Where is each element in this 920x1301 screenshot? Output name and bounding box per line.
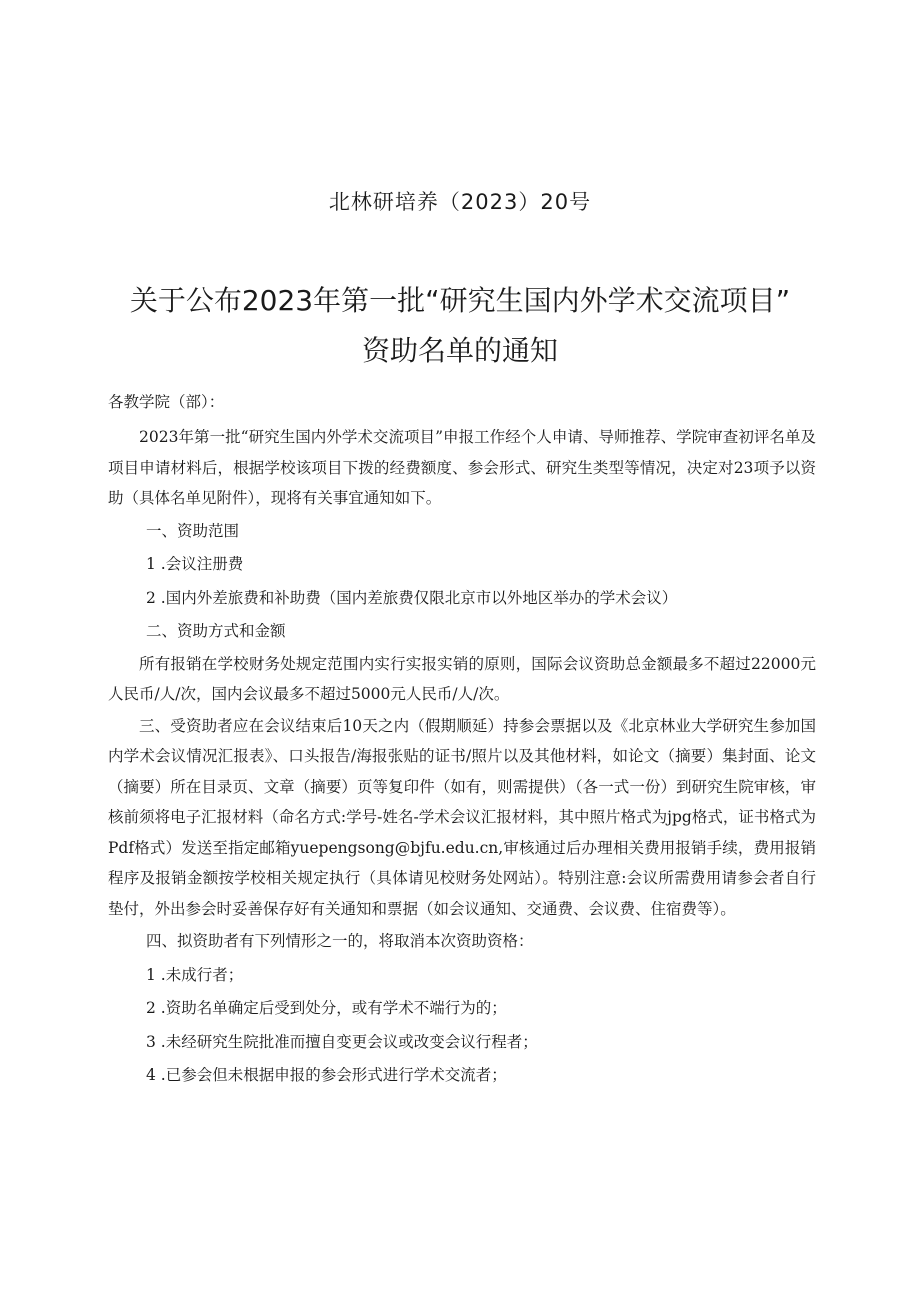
document-title (60, 276, 860, 376)
section-3-text: 三、受资助者应在会议结束后10天之内（假期顺延）持参会票据以及《北京林业大学研究生参加国内学术会议情况汇报表》、口头报告/海报张贴的证书/照片以及其他材料，如论文（摘要）集封面、论文（摘要）所在目录页、文章（摘要）页等复印件（如有，则需提供）（各一式一份）到研究生院审核，审核前须将电子汇报材料（命名方式:学号-姓名-学术会议汇报材料，其中照片格式为jpg格式，证书格式为Pdf格式）发送至指定邮箱yuepengsong@bjfu.edu.cn,审核通过后办理相关费用报销手续，费用报销程序及报销金额按学校相关规定执行（具体请见校财务处网站）。特别注意:会议所需费用请参会者自行垫付，外出参会时妥善保存好有关通知和票据（如会议通知、交通费、会议费、住宿费等）。 (108, 716, 816, 918)
salutation: 各教学院（部）： (108, 393, 225, 411)
section-4-heading: 四、拟资助者有下列情形之一的，将取消本次资助资格： (146, 932, 534, 950)
section-1-item: 2 .国内外差旅费和补助费（国内差旅费仅限北京市以外地区举办的学术会议） (146, 588, 678, 607)
title-line-2: 资助名单的通知 (361, 334, 558, 367)
section-4-item: 4 .已参会但未根据申报的参会形式进行学术交流者； (146, 1066, 507, 1084)
section-1-heading: 一、资助范围 (146, 521, 240, 540)
section-2-text: 所有报销在学校财务处规定范围内实行实报实销的原则，国际会议资助总金额最多不超过22000元人民币/人/次，国内会议最多不超过5000元人民币/人/次。 (108, 654, 816, 703)
title-line-1: 关于公布2023年第一批“研究生国内外学术交流项目” (129, 284, 791, 317)
section-2-heading: 二、资助方式和金额 (146, 622, 286, 640)
section-4-item: 3 .未经研究生院批准而擅自变更会议或改变会议行程者； (146, 1032, 538, 1051)
intro-paragraph: 2023年第一批“研究生国内外学术交流项目”申报工作经个人申请、导师推荐、学院审查初评名单及项目申请材料后，根据学校该项目下拨的经费额度、参会形式、研究生类型等情况，决定对23项予以资助（具体名单见附件），现将有关事宜通知如下。 (108, 428, 816, 507)
document-body (108, 386, 816, 1093)
section-1-item: 1 .会议注册费 (146, 555, 244, 573)
section-4-item: 1 .未成行者； (146, 965, 244, 984)
document-number: 北林研培养（2023）20号 (328, 190, 592, 214)
section-4-item: 2 .资助名单确定后受到处分，或有学术不端行为的； (146, 999, 507, 1017)
